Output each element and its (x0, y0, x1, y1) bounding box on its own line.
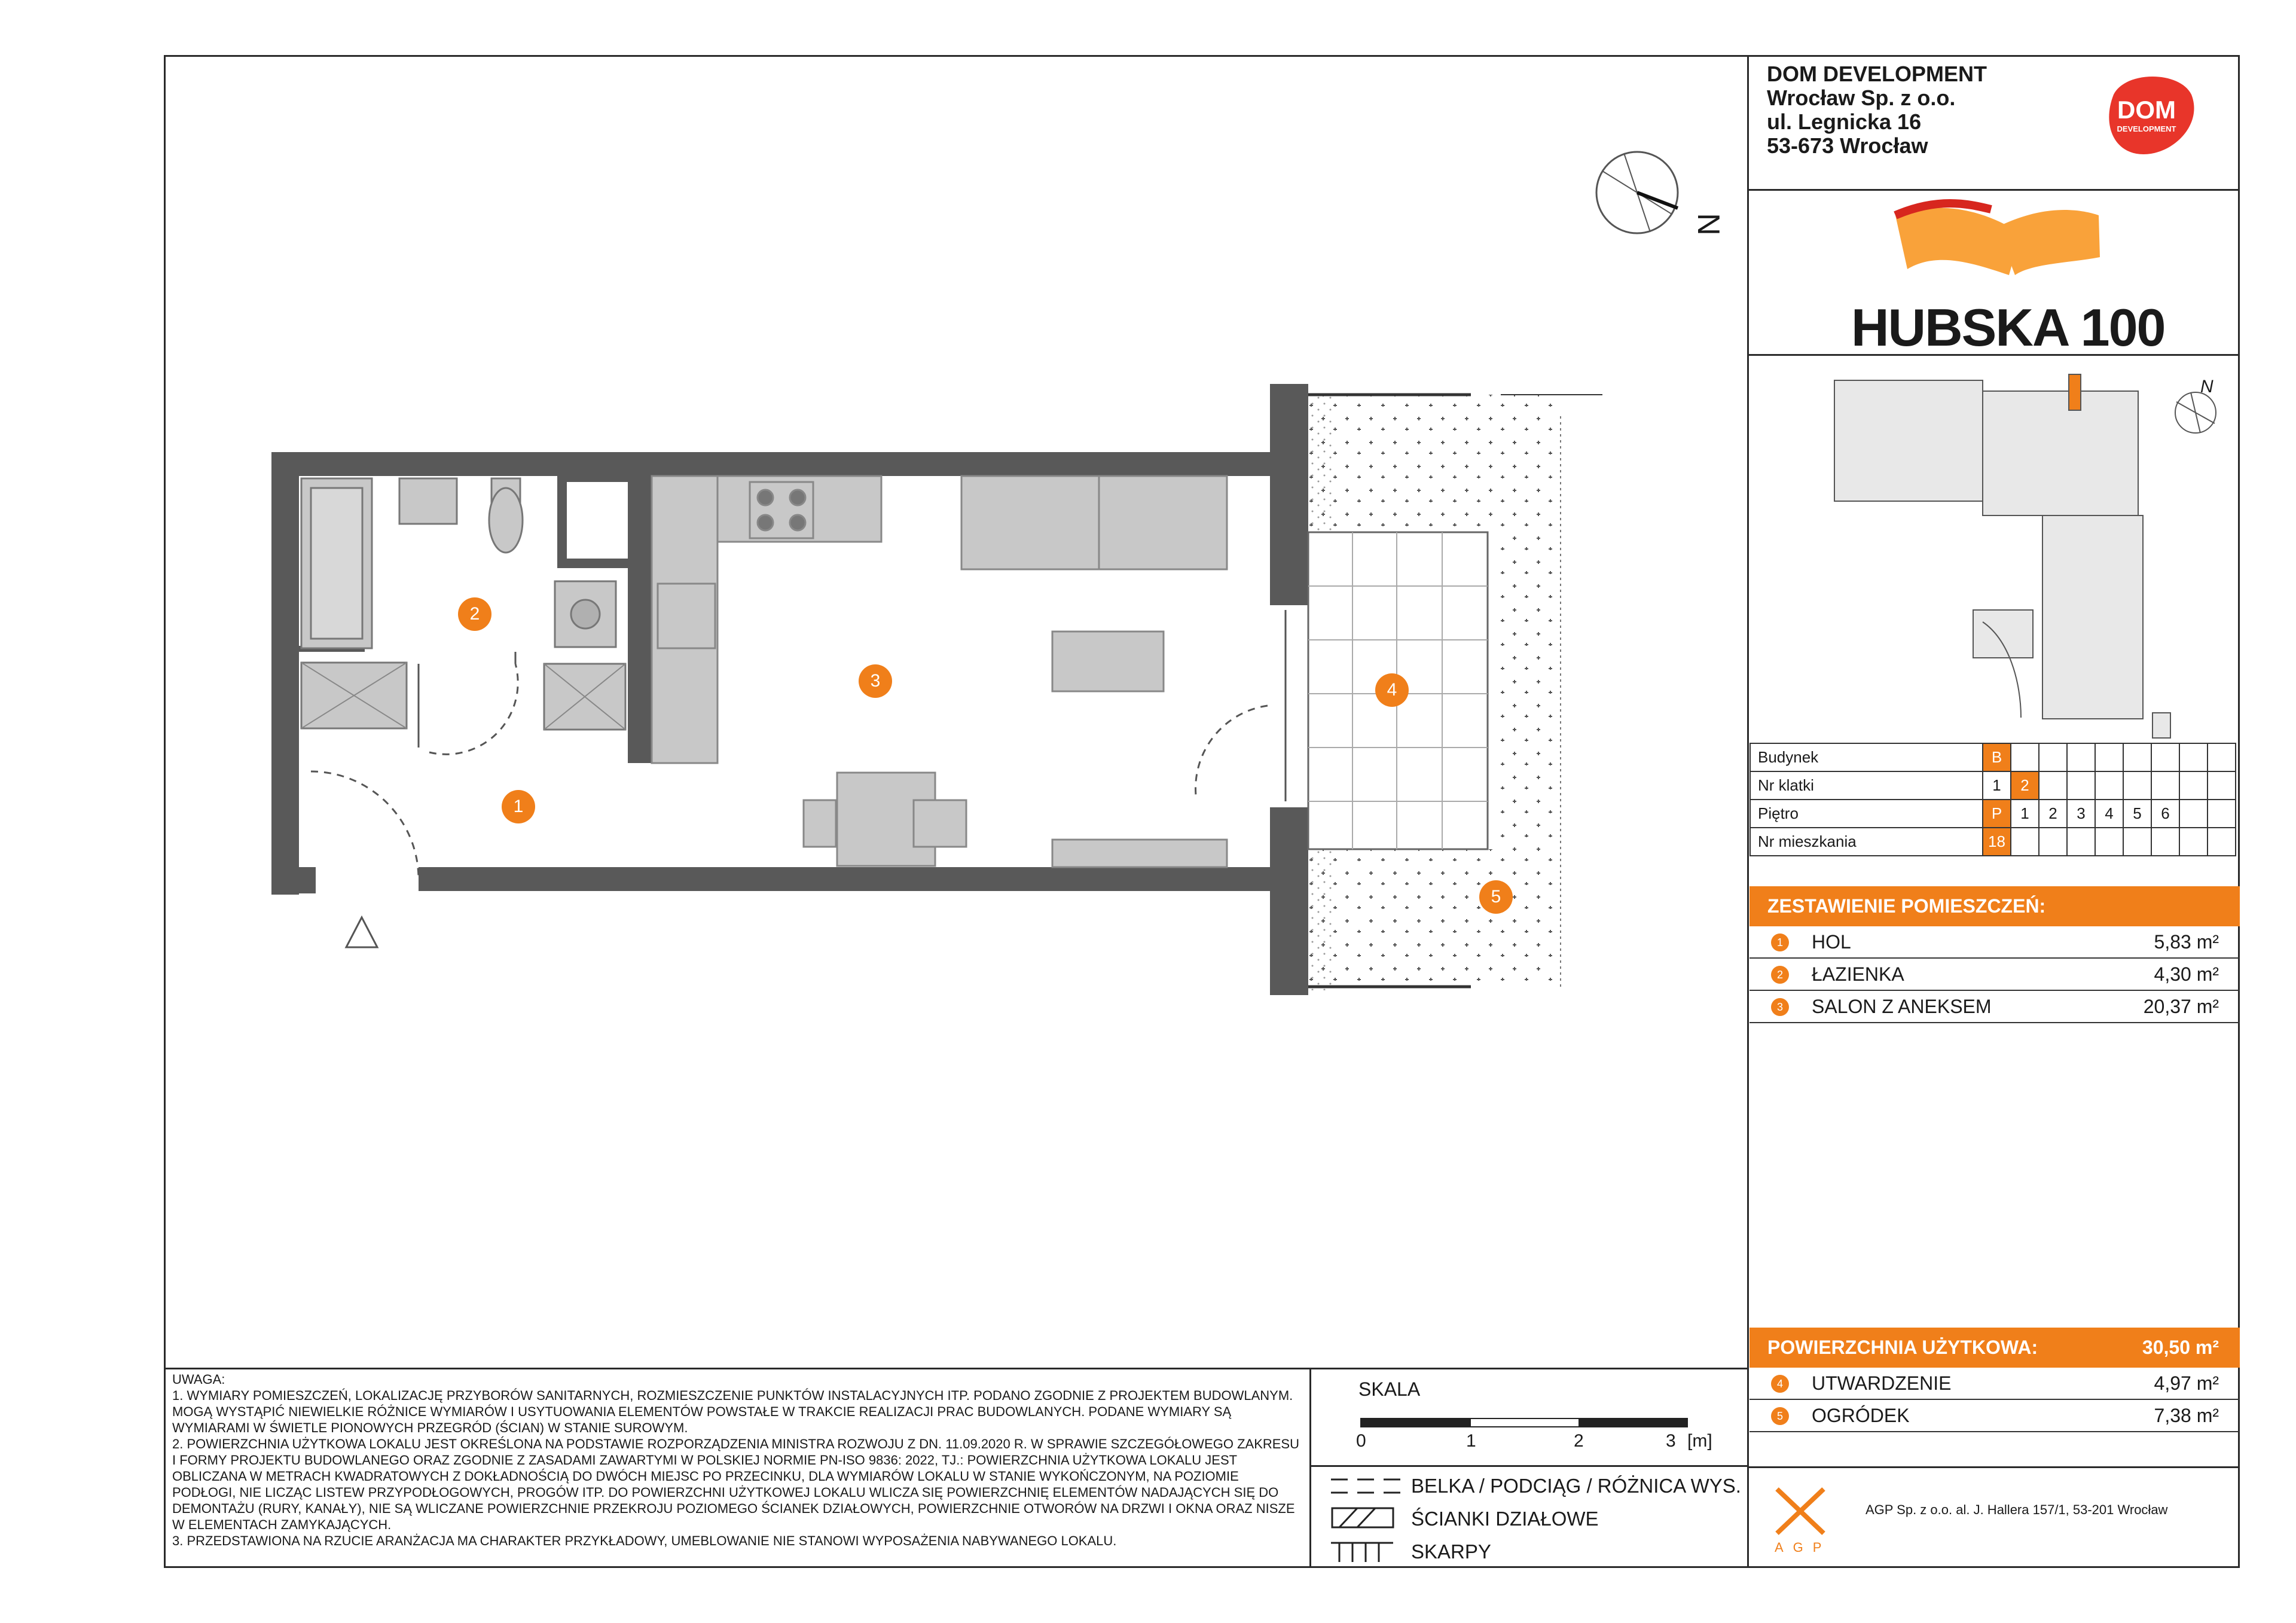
room-number-badge: 2 (1771, 966, 1789, 984)
info-cell: 3 (2067, 800, 2095, 828)
info-cell: 1 (2011, 800, 2039, 828)
info-cell: 2 (2011, 771, 2039, 800)
room-area: 5,83 m² (2154, 931, 2219, 953)
info-cell (2067, 828, 2095, 856)
room-name: UTWARDZENIE (1812, 1372, 1952, 1394)
info-cell: 18 (1983, 828, 2011, 856)
living-fixtures (652, 476, 1227, 867)
scale-title: SKALA (1358, 1378, 1421, 1400)
info-cell (2208, 800, 2236, 828)
info-cell (2011, 743, 2039, 771)
scale-tick-2: 2 (1574, 1431, 1584, 1451)
legend-beam: BELKA / PODCIĄG / RÓŻNICA WYS. (1411, 1475, 1741, 1497)
north-label: N (1690, 213, 1726, 236)
company-street: ul. Legnicka 16 (1767, 109, 1922, 134)
info-label: Nr klatki (1750, 771, 1983, 800)
room-area: 4,30 m² (2154, 963, 2219, 985)
room-number-badge: 3 (1771, 998, 1789, 1016)
info-cell (2039, 828, 2067, 856)
info-cell (2039, 771, 2067, 800)
company-entity: Wrocław Sp. z o.o. (1767, 86, 1956, 110)
info-cell: 5 (2123, 800, 2151, 828)
note-line: 2. POWIERZCHNIA UŻYTKOWA LOKALU JEST OKREŚLONA NA PODSTAWIE ROZPORZĄDZENIA MINISTRA ROZWOJU Z DN. 11.09.2020 R. W SPRAWIE SZCZEGÓŁOWEGO ZAKRESU (172, 1436, 1299, 1451)
agp-logo-icon (1777, 1489, 1824, 1533)
info-cell (2179, 828, 2208, 856)
info-row (1750, 771, 2236, 800)
notes-block (172, 1371, 1299, 1549)
info-cell (2179, 743, 2208, 771)
info-label: Nr mieszkania (1750, 828, 1983, 856)
room-name: HOL (1812, 931, 1851, 953)
info-cell (2123, 771, 2151, 800)
room-label-1: 1 (502, 790, 535, 823)
logo-text-development: DEVELOPMENT (2117, 124, 2176, 133)
company-address (1767, 62, 1987, 158)
info-label: Budynek (1750, 743, 1983, 771)
info-cell: 1 (1983, 771, 2011, 800)
room-label-2: 2 (458, 597, 491, 631)
agp-letters: AGP (1775, 1540, 1831, 1555)
extra-row (1750, 1368, 2240, 1400)
scale-tick-1: 1 (1466, 1431, 1476, 1451)
room-area: 20,37 m² (2143, 996, 2219, 1017)
legend-icons (1331, 1479, 1400, 1562)
info-cell (2123, 743, 2151, 771)
info-cell (2011, 828, 2039, 856)
info-cell (2123, 828, 2151, 856)
logo-text-dom: DOM (2117, 96, 2176, 124)
note-line: W ELEMENTACH ZAMYKAJĄCYCH. (172, 1517, 392, 1532)
info-cell (2208, 771, 2236, 800)
room-area: 4,97 m² (2154, 1372, 2219, 1394)
room-row (1750, 926, 2240, 959)
room-label-5: 5 (1479, 880, 1513, 914)
north-compass-icon (1596, 152, 1678, 233)
info-cell (2095, 771, 2123, 800)
info-cell (2151, 743, 2179, 771)
agp-address: AGP Sp. z o.o. al. J. Hallera 157/1, 53-201 Wrocław (1866, 1502, 2168, 1517)
terrace (1308, 395, 1602, 990)
info-cell (2039, 743, 2067, 771)
room-row (1750, 959, 2240, 991)
info-cell (2208, 743, 2236, 771)
info-cell: P (1983, 800, 2011, 828)
room-name: OGRÓDEK (1812, 1405, 1910, 1426)
room-number-badge: 1 (1771, 933, 1789, 951)
total-area-header (1750, 1328, 2240, 1368)
info-cell (2067, 771, 2095, 800)
info-row (1750, 828, 2236, 856)
site-plan (1834, 374, 2170, 738)
site-north-label: N (2200, 377, 2213, 396)
scale-unit: [m] (1687, 1431, 1712, 1451)
info-cell: 2 (2039, 800, 2067, 828)
info-cell (2095, 743, 2123, 771)
info-cell (2179, 771, 2208, 800)
info-cell: B (1983, 743, 2011, 771)
room-number-badge: 4 (1771, 1375, 1789, 1393)
room-name: ŁAZIENKA (1812, 963, 1904, 985)
info-label: Piętro (1750, 800, 1983, 828)
info-cell (2095, 828, 2123, 856)
scale-tick-0: 0 (1356, 1431, 1366, 1451)
note-line: I FORMY PROJEKTU BUDOWLANEGO ORAZ ZGODNIE Z ZASADAMI ZAWARTYMI W POLSKIEJ NORMIE PN-ISO 9836: 2022, TJ.: POWIERZCHNIA UŻYTKOWA LOKALU JEST (172, 1453, 1238, 1468)
dom-development-logo (2090, 71, 2203, 160)
film-strip-logo (1895, 203, 2100, 275)
legend-partition: ŚCIANKI DZIAŁOWE (1411, 1508, 1599, 1530)
info-row (1750, 800, 2236, 828)
room-number-badge: 5 (1771, 1407, 1789, 1425)
room-label-3: 3 (859, 664, 892, 698)
notes-title: UWAGA: (172, 1372, 225, 1387)
company-city: 53-673 Wrocław (1767, 133, 1928, 158)
room-label-4: 4 (1375, 673, 1409, 707)
info-cell: 6 (2151, 800, 2179, 828)
room-row (1750, 991, 2240, 1023)
unit-info-table (1750, 743, 2236, 856)
room-area: 7,38 m² (2154, 1405, 2219, 1426)
info-cell (2151, 828, 2179, 856)
site-compass-icon (2175, 392, 2216, 433)
info-cell (2151, 771, 2179, 800)
note-line: 1. WYMIARY POMIESZCZEŃ, LOKALIZACJĘ PRZYBORÓW SANITARNYCH, ROZMIESZCZENIE PUNKTÓW INSTALACYJNYCH ITP. PODANO ZGODNIE Z PROJEKTEM BUDOWLANYM. (172, 1388, 1293, 1403)
info-cell: 4 (2095, 800, 2123, 828)
project-title: HUBSKA 100 (1851, 298, 2165, 357)
scale-tick-3: 3 (1666, 1431, 1676, 1451)
company-name: DOM DEVELOPMENT (1767, 62, 1987, 86)
legend-slopes: SKARPY (1411, 1540, 1491, 1563)
rooms-summary-header: ZESTAWIENIE POMIESZCZEŃ: (1750, 886, 2240, 926)
extra-row (1750, 1400, 2240, 1432)
note-line: WYMIARAMI W ŚWIETLE PIONOWYCH PRZEGRÓD (ŚCIAN) W STANIE SUROWYM. (172, 1420, 688, 1435)
info-row (1750, 743, 2236, 771)
info-cell (2067, 743, 2095, 771)
note-line: MOGĄ WYSTĄPIĆ NIEWIELKIE RÓŻNICE WYMIARÓW I USYTUOWANIA ELEMENTÓW POWSTAŁE W TRAKCIE REALIZACJI PRAC BUDOWLANYCH. PODANE WYMIARY SĄ (172, 1404, 1232, 1419)
note-line: 3. PRZEDSTAWIONA NA RZUCIE ARANŻACJA MA CHARAKTER PRZYKŁADOWY, UMEBLOWANIE NIE STANOWI WYPOSAŻENIA NABYWANEGO LOKALU. (172, 1533, 1117, 1548)
entrance-marker (346, 917, 377, 947)
room-name: SALON Z ANEKSEM (1812, 996, 1992, 1017)
info-cell (2208, 828, 2236, 856)
info-cell (2179, 800, 2208, 828)
note-line: PODŁOGI, NIE LICZĄC LISTEW PRZYPODŁOGOWYCH, PROGÓW ITP. DO POWIERZCHNI UŻYTKOWEJ LOKALU WLICZA SIĘ POWIERZCHNIĘ ELEMENTÓW NADAJĄCYCH SIĘ DO (172, 1485, 1279, 1500)
note-line: OBLICZANA W METRACH KWADRATOWYCH Z DOKŁADNOŚCIĄ DO DWÓCH MIEJSC PO PRZECINKU, DLA WYMIARÓW LOKALU W STANIE WYKOŃCZONYM, NA POZIOMIE (172, 1469, 1239, 1484)
total-area-value: 30,50 m² (2142, 1337, 2219, 1358)
total-area-label: POWIERZCHNIA UŻYTKOWA: (1767, 1337, 2038, 1358)
note-line: DEMONTAŻU (RURY, KANAŁY), NIE SĄ WLICZANE POWIERZCHNIE PRZEKROJU POZIOMEGO ŚCIANEK DZIAŁOWYCH, POWIERZCHNIE OTWORÓW NA DRZWI I OKNA ORAZ NISZE (172, 1501, 1295, 1516)
scale-bar (1361, 1418, 1687, 1427)
